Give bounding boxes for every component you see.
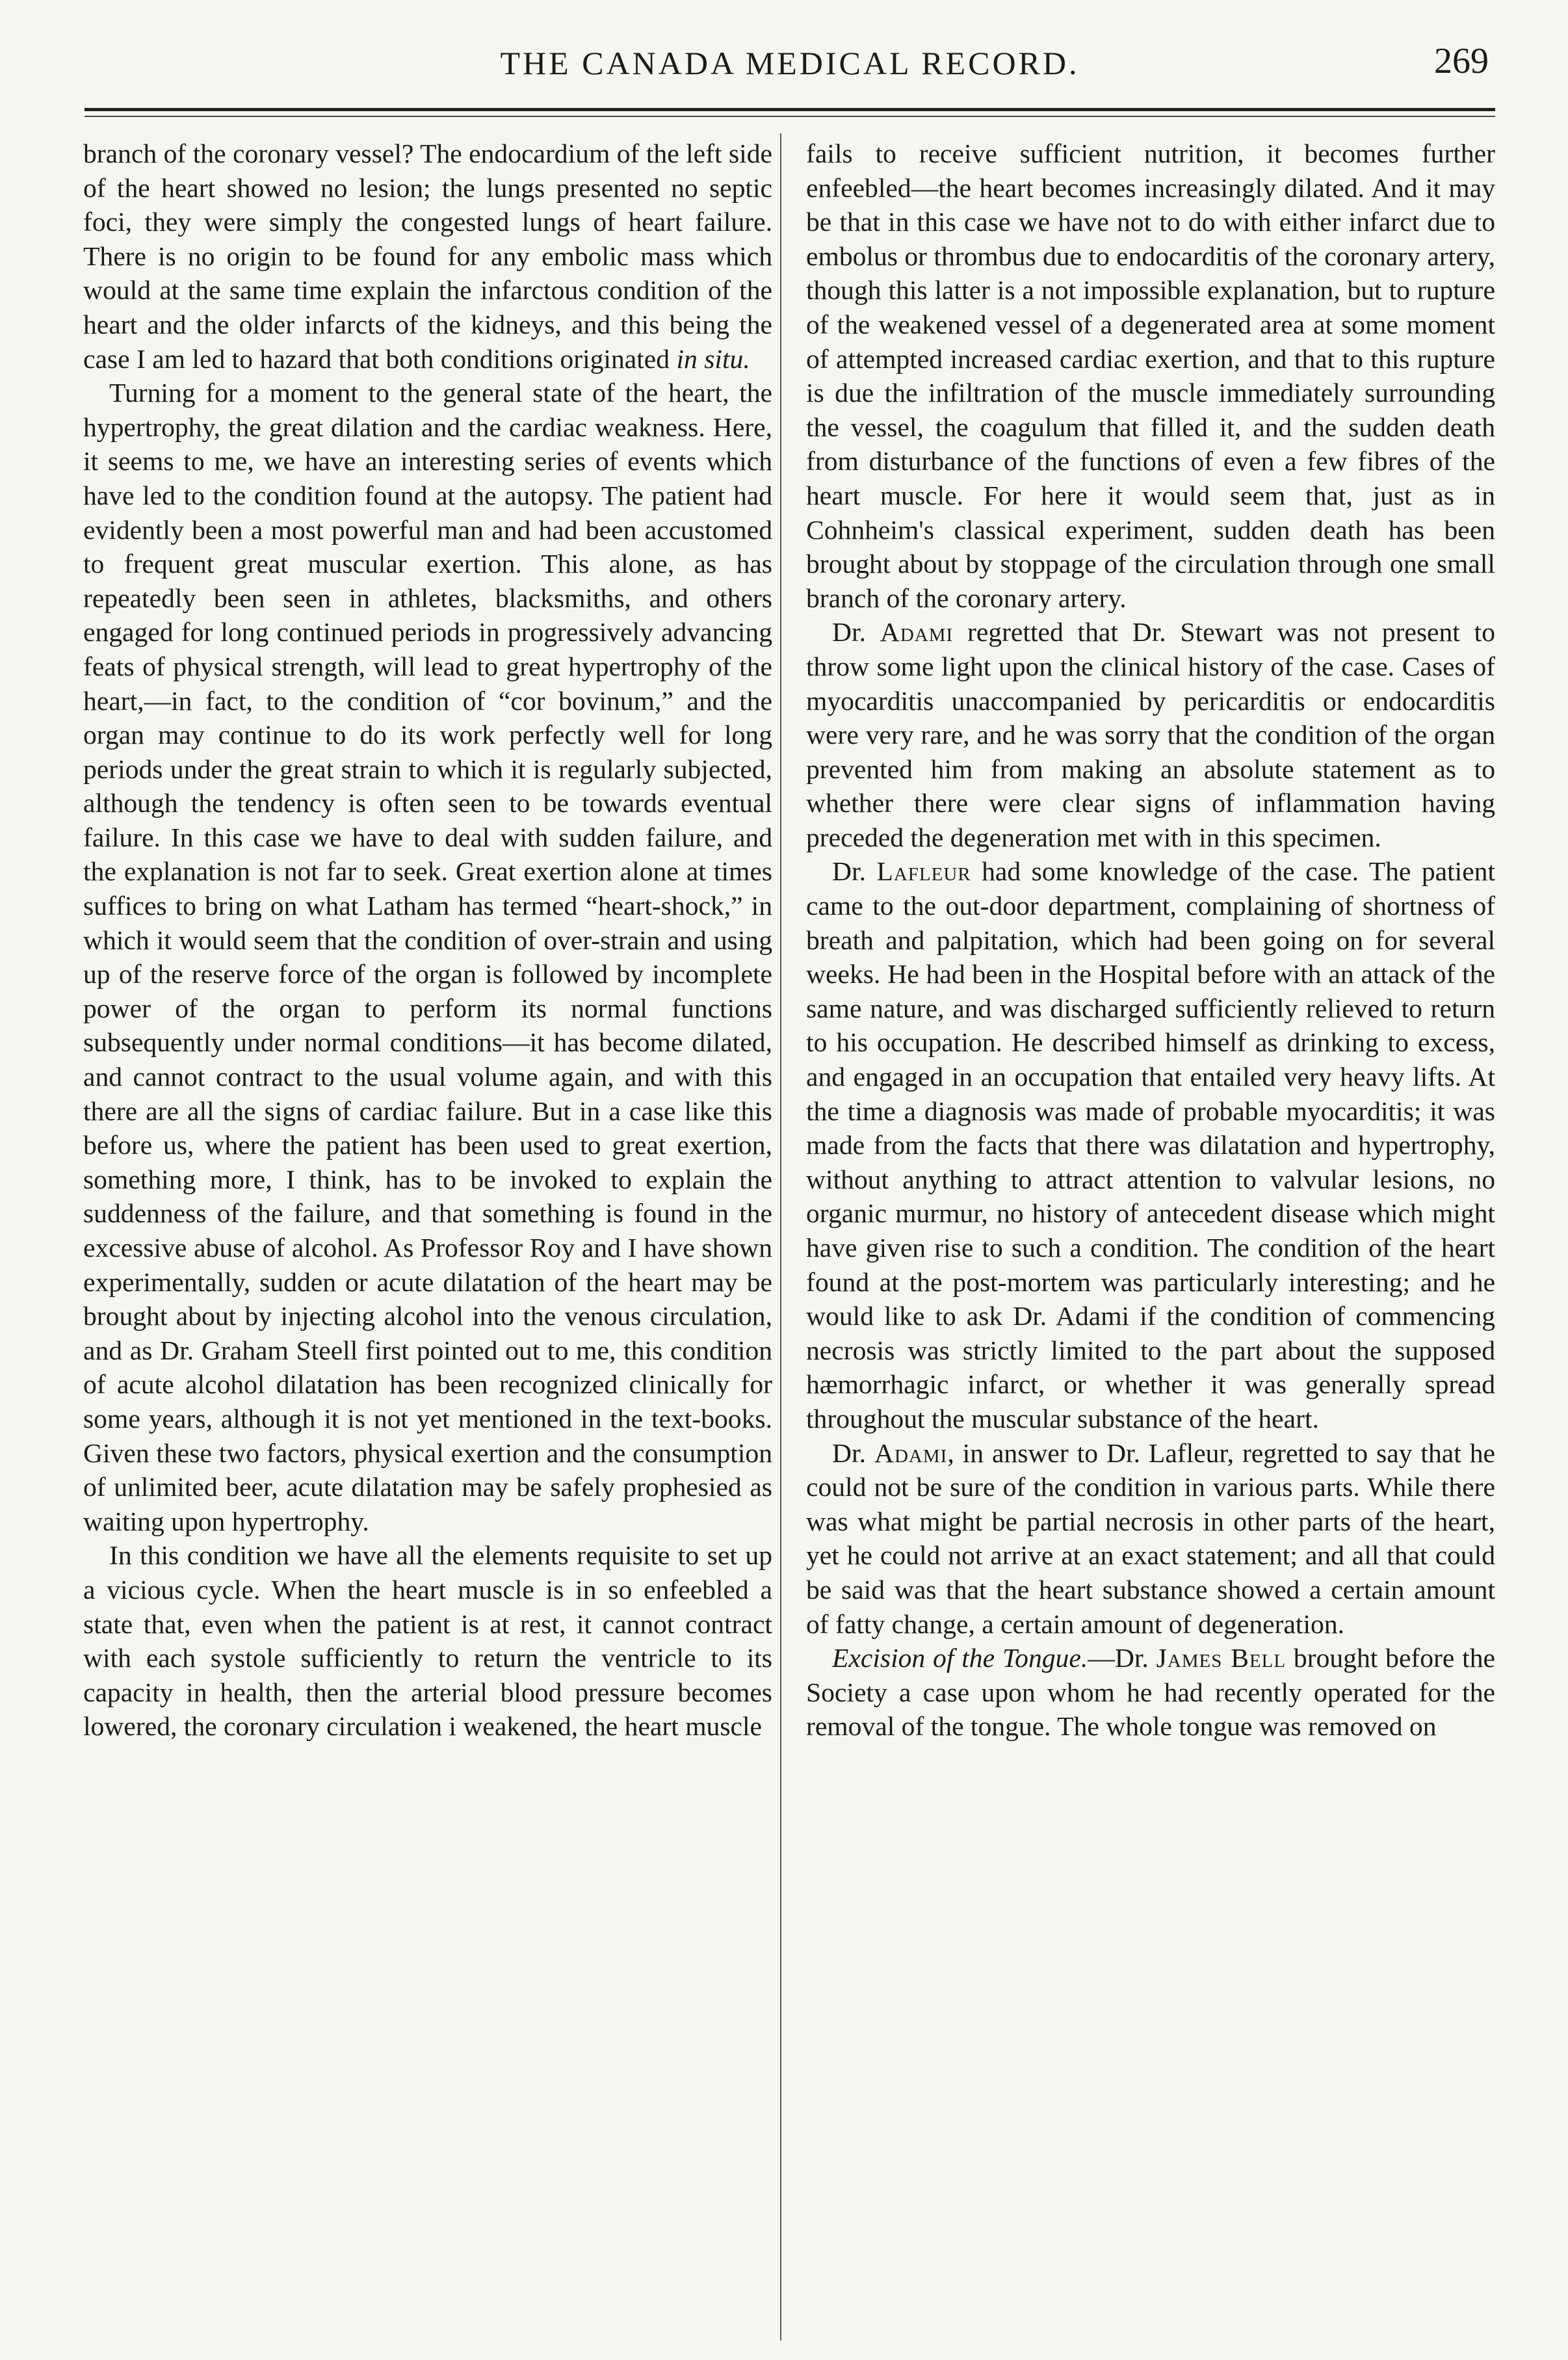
speaker-name: Adami (874, 1437, 948, 1468)
speaker-lead: Dr. (832, 1437, 874, 1468)
header-rule-thin (85, 116, 1495, 117)
left-column (83, 137, 772, 1744)
paragraph-right-2 (806, 615, 1495, 854)
speaker-lead: —Dr. (1088, 1643, 1156, 1673)
paragraph-left-2: Turning for a moment to the general state of the heart, the hypertrophy, the great dilation and the cardiac weakness. Here, it seems to me, we have an interesting series of events which have led to the condition found at the autopsy. The patient had evidently been a most powerful man and had been accustomed to frequent great muscular exertion. This alone, as has repeatedly been seen in athletes, blacksmiths, and others engaged for long continued periods in progressively advancing feats of physical strength, will lead to great hypertrophy of the heart,—in fact, to the condition of “cor bovinum,” and the organ may continue to do its work perfectly well for long periods under the great strain to which it is regularly subjected, although the tendency is often seen to be towards eventual failure. In this case we have to deal with sudden failure, and the explanation is not far to seek. Great exertion alone at times suffices to bring on what Latham has termed “heart-shock,” in which it would seem that the condition of over-strain and using up of the reserve force of the organ is followed by incomplete power of the organ to perform its normal functions subsequently under normal conditions—it has become dilated, and cannot contract to the usual volume again, and with this there are all the signs of cardiac failure. But in a case like this before us, where the patient has been used to great exertion, something more, I think, has to be invoked to explain the suddenness of the failure, and that something is found in the excessive abuse of alcohol. As Professor Roy and I have shown experimentally, sudden or acute dilatation of the heart may be brought about by injecting alcohol into the venous circulation, and as Dr. Graham Steell first pointed out to me, this condition of acute alcohol dilatation has been recognized clinically for some years, although it is not yet mentioned in the text-books. Given these two factors, physical exertion and the consumption of unlimited beer, acute dilatation may be safely prophesied as waiting upon hypertrophy. (83, 378, 772, 1536)
paragraph-text: , in answer to Dr. Lafleur, regretted to say that he could not be sure of the condition in various parts. While there was what might be partial necrosis in other parts of the heart, yet he could not arrive at an exact statement; and all that could be said was that the heart substance showed a certain amount of fatty change, a certain amount of degeneration. (806, 1437, 1495, 1639)
speaker-name: Lafleur (876, 856, 971, 887)
speaker-lead: Dr. (832, 856, 877, 887)
paragraph-text: branch of the coronary vessel? The endocardium of the left side of the heart showed no lesion; the lungs presented no septic foci, they were simply the congested lungs of heart failure. There is no origin to be found for any embolic mass which would at the same time explain the infarctous condition of the heart and the older infarcts of the kidneys, and this being the case I am led to hazard that both conditions originated (83, 138, 772, 374)
running-title: THE CANADA MEDICAL RECORD. (500, 45, 1080, 81)
page-number: 269 (1434, 41, 1489, 81)
speaker-lead: Dr. (832, 617, 880, 648)
speaker-name: James Bell (1156, 1643, 1287, 1673)
paragraph-left-1 (83, 137, 772, 376)
paragraph-left-3: In this condition we have all the elements requisite to set up a vicious cycle. When the heart muscle is in so enfeebled a state that, even when the patient is at rest, it cannot contract with each systole sufficiently to return the ventricle to its capacity in health, then the arterial blood pressure becomes lowered, the coronary circulation i weakened, the heart muscle (83, 1540, 772, 1742)
page-header (85, 41, 1495, 96)
emphasis-in-situ: in situ. (676, 343, 750, 374)
paragraph-right-4 (806, 1436, 1495, 1642)
right-column (806, 137, 1495, 1744)
header-rule-thick (85, 108, 1495, 111)
paragraph-text: had some knowledge of the case. The patient came to the out-door department, complaining of shortness of breath and palpitation, which had been going on for several weeks. He had been in the Hospital before with an attack of the same nature, and was discharged sufficiently relieved to return to his occupation. He described himself as drinking to excess, and engaged in an occupation that entailed very heavy lifts. At the time a diagnosis was made of probable myocarditis; it was made from the facts that there was dilatation and hypertrophy, without anything to attract attention to valvular lesions, no organic murmur, no history of antecedent disease which might have given rise to such a condition. The condition of the heart found at the post-mortem was particularly interesting; and he would like to ask Dr. Adami if the condition of commencing necrosis was strictly limited to the part about the supposed hæmorrhagic infarct, or whether it was generally spread throughout the muscular substance of the heart. (806, 856, 1496, 1434)
paragraph-right-3 (806, 854, 1495, 1436)
speaker-name: Adami (880, 617, 954, 648)
paragraph-right-5 (806, 1641, 1495, 1744)
section-heading: Excision of the Tongue. (832, 1643, 1088, 1673)
column-divider (780, 133, 781, 2340)
paragraph-right-1: fails to receive sufficient nutrition, it becomes further enfeebled—the heart becomes increasingly dilated. And it may be that in this case we have not to do with either infarct due to embolus or thrombus due to endocarditis of the coronary artery, though this latter is a not impossible explanation, but to rupture of the weakened vessel of a degenerated area at some moment of attempted increased cardiac exertion, and that to this rupture is due the infiltration of the muscle immediately surrounding the vessel, the coagulum that filled it, and the sudden death from disturbance of the functions of even a few fibres of the heart muscle. For here it would seem that, just as in Cohnheim's classical experiment, sudden death has been brought about by stoppage of the circulation through one small branch of the coronary artery. (806, 138, 1495, 613)
paragraph-text: regretted that Dr. Stewart was not present to throw some light upon the clinical history of the case. Cases of myocarditis unaccompanied by pericarditis or endocarditis were very rare, and he was sorry that the condition of the organ prevented him from making an absolute statement as to whether there were clear signs of inflammation having preceded the degeneration met with in this specimen. (806, 617, 1496, 852)
paragraph-text: brought before the Society a case upon whom he had recently operated for the removal of the tongue. The whole tongue was removed on (806, 1643, 1496, 1742)
